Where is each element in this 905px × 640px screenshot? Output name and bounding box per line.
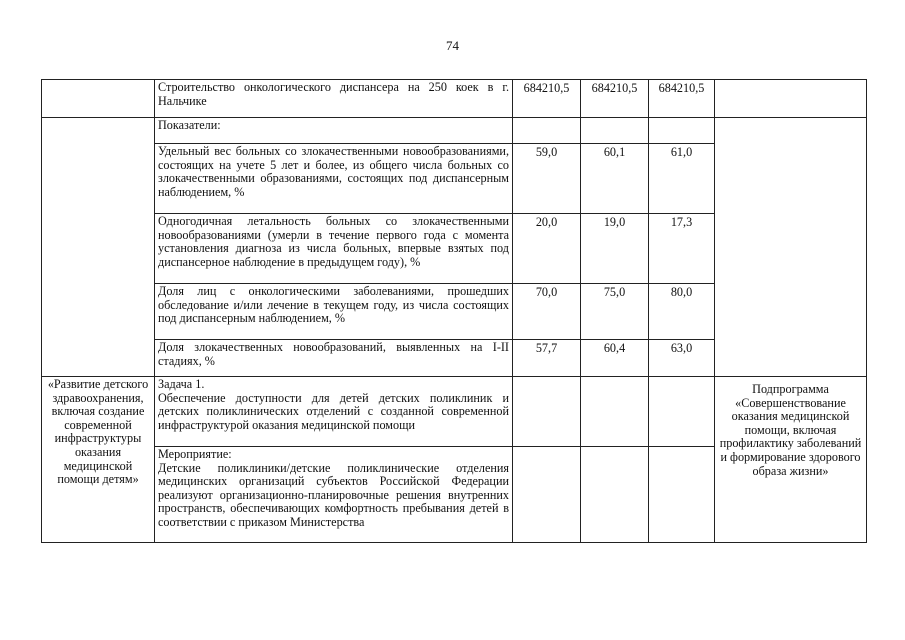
task-cell <box>155 377 513 447</box>
value-2: 19,0 <box>581 214 649 284</box>
value-3: 61,0 <box>649 144 715 214</box>
task-label: Задача 1. <box>158 377 205 391</box>
subprogram-goal-cell: «Развитие детского здравоохранения, включая создание современной инфраструктуры оказания медицинской помощи детям» <box>42 377 155 543</box>
value-2: 684210,5 <box>581 80 649 118</box>
left-cell-empty <box>42 80 155 118</box>
value-1: 59,0 <box>513 144 581 214</box>
event-text: Детские поликлиники/детские поликлинические отделения медицинских организаций субъектов Российской Федерации реализуют организационно-планировочные решения внутренних пространств, обеспечивающих комфортность пребывания детей в соответствии с приказом Министерства <box>158 460 509 529</box>
empty-cell <box>649 447 715 543</box>
value-2: 60,4 <box>581 340 649 377</box>
value-1: 57,7 <box>513 340 581 377</box>
event-cell <box>155 447 513 543</box>
subprogram-name-cell: Подпрограмма «Совершенствование оказания медицинской помощи, включая профилактику заболеваний и формирование здорового образа жизни» <box>715 377 867 543</box>
indicators-header: Показатели: <box>155 118 513 144</box>
empty-cell <box>513 118 581 144</box>
empty-cell <box>513 377 581 447</box>
empty-cell <box>649 377 715 447</box>
row-text: Доля лиц с онкологическими заболеваниями, прошедших обследование и/или лечение в текущем году, из числа состоящих под диспансерным наблюдением, % <box>155 284 513 340</box>
table-row <box>42 377 867 447</box>
value-2: 75,0 <box>581 284 649 340</box>
empty-cell <box>581 377 649 447</box>
event-label: Мероприятие: <box>158 447 232 461</box>
value-3: 17,3 <box>649 214 715 284</box>
row-text: Удельный вес больных со злокачественными новообразованиями, состоящих на учете 5 лет и более, из общего числа больных со злокачественными образованиями, состоящих под диспансерным наблюдением, % <box>155 144 513 214</box>
value-3: 80,0 <box>649 284 715 340</box>
empty-cell <box>581 447 649 543</box>
right-cell-empty <box>715 118 867 377</box>
value-1: 20,0 <box>513 214 581 284</box>
left-cell-empty <box>42 118 155 377</box>
value-1: 684210,5 <box>513 80 581 118</box>
table-row <box>42 118 867 144</box>
empty-cell <box>513 447 581 543</box>
task-text: Обеспечение доступности для детей детских поликлиник и детских поликлинических отделений с созданной современной инфраструктурой оказания медицинской помощи <box>158 390 509 432</box>
table-row <box>42 80 867 118</box>
row-text: Одногодичная летальность больных со злокачественными новообразованиями (умерли в течение первого года с момента установления диагноза из числа больных, впервые взятых под диспансерное наблюдение в предыдущем году), % <box>155 214 513 284</box>
value-3: 684210,5 <box>649 80 715 118</box>
right-cell-empty <box>715 80 867 118</box>
row-text: Строительство онкологического диспансера на 250 коек в г. Нальчике <box>155 80 513 118</box>
row-text: Доля злокачественных новообразований, выявленных на I-II стадиях, % <box>155 340 513 377</box>
empty-cell <box>581 118 649 144</box>
program-table <box>41 79 867 543</box>
value-2: 60,1 <box>581 144 649 214</box>
empty-cell <box>649 118 715 144</box>
page-number: 74 <box>446 38 459 53</box>
value-3: 63,0 <box>649 340 715 377</box>
value-1: 70,0 <box>513 284 581 340</box>
